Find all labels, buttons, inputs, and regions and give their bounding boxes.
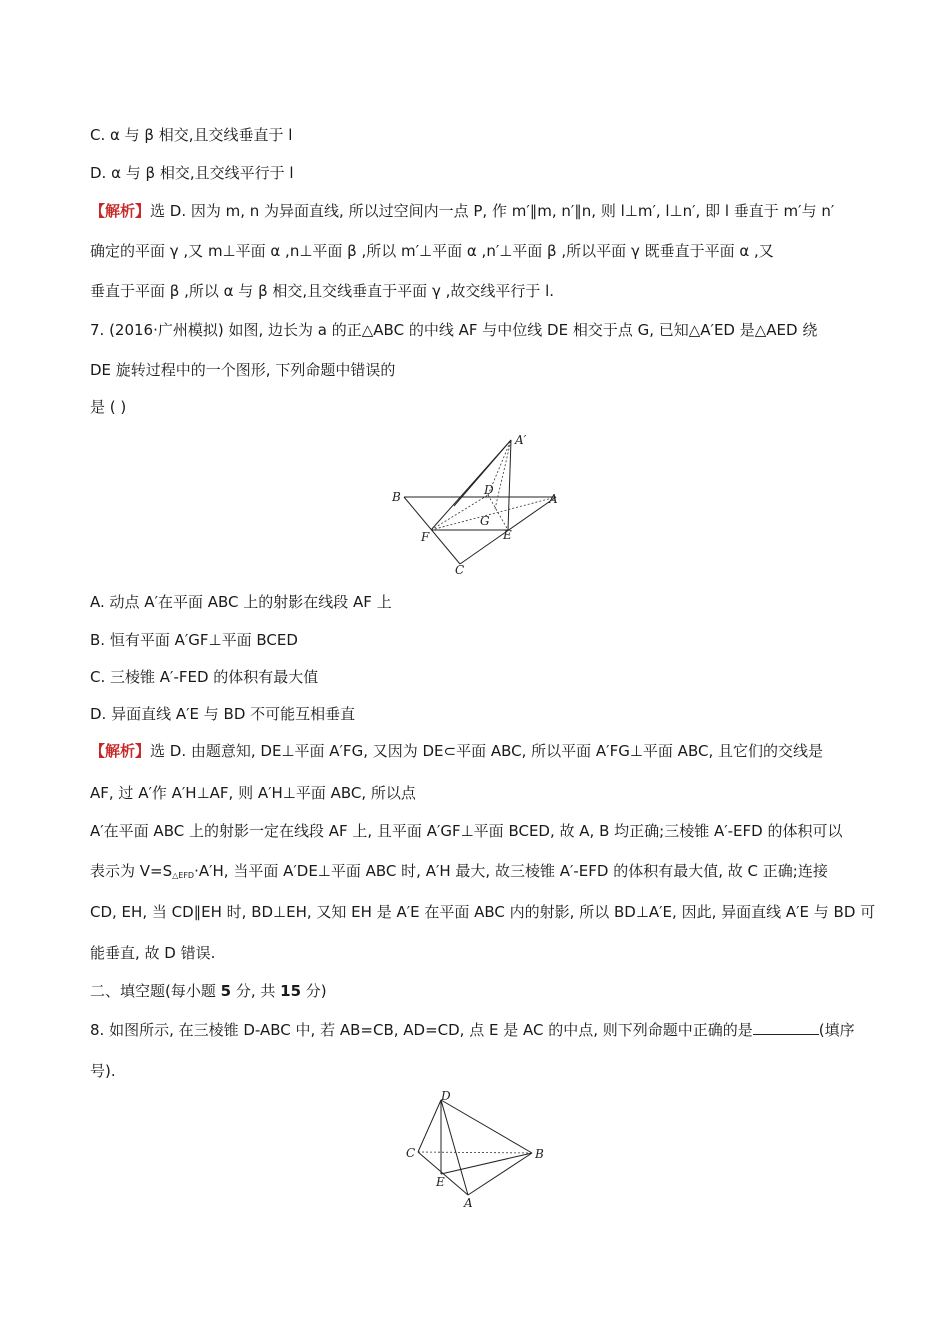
q7-stem-line-1: 7. (2016·广州模拟) 如图, 边长为 a 的正△ABC 的中线 AF 与中位线 DE 相交于点 G, 已知△A′ED 是△AED 绕 (90, 321, 818, 339)
q7-solution-line-5: CD, EH, 当 CD∥EH 时, BD⊥EH, 又知 EH 是 A′E 在平面 ABC 内的射影, 所以 BD⊥A′E, 因此, 异面直线 A′E 与 BD 可 (90, 903, 876, 921)
q7-figure (388, 432, 568, 577)
q6-option-c: C. α 与 β 相交,且交线垂直于 l (90, 126, 293, 144)
label-b: B (392, 490, 401, 504)
line-eap (508, 440, 511, 530)
section-heading-post: 分) (301, 982, 327, 1000)
line-de-dashed (488, 495, 508, 530)
line-fa-dashed (431, 497, 556, 530)
q8-stem-line-2: 号). (90, 1062, 116, 1080)
label-b: B (535, 1147, 544, 1161)
q7-option-b: B. 恒有平面 A′GF⊥平面 BCED (90, 631, 298, 649)
q7-solution-text-4b: ·A′H, 当平面 A′DE⊥平面 ABC 时, A′H 最大, 故三棱锥 A′-EFD 的体积有最大值, 故 C 正确;连接 (194, 862, 828, 880)
label-f: F (421, 530, 430, 544)
label-d: D (441, 1090, 451, 1103)
label-e: E (503, 528, 512, 542)
q8-stem-text-1b: (填序 (818, 1021, 855, 1039)
q7-option-c: C. 三棱锥 A′-FED 的体积有最大值 (90, 668, 319, 686)
label-g: G (480, 514, 490, 528)
q7-solution-text-1: 选 D. 由题意知, DE⊥平面 A′FG, 又因为 DE⊂平面 ABC, 所以平面 A′FG⊥平面 ABC, 且它们的交线是 (150, 742, 823, 760)
line-cb-dashed (418, 1152, 532, 1153)
q7-option-a: A. 动点 A′在平面 ABC 上的射影在线段 AF 上 (90, 593, 392, 611)
label-a-prime: A′ (515, 433, 527, 447)
q6-solution-line-1 (90, 201, 834, 221)
line-dc (418, 1100, 441, 1152)
solution-tag: 【解析】 (90, 202, 151, 220)
label-e: E (436, 1175, 445, 1189)
q8-figure (400, 1090, 550, 1212)
label-c: C (455, 563, 465, 577)
answer-blank[interactable] (753, 1020, 819, 1035)
q6-solution-line-3: 垂直于平面 β ,所以 α 与 β 相交,且交线垂直于平面 γ ,故交线平行于 l. (90, 282, 555, 300)
section-points-each: 5 (220, 982, 232, 1000)
q7-stem-line-3: 是 ( ) (90, 398, 127, 416)
q6-solution-text-1: 选 D. 因为 m, n 为异面直线, 所以过空间内一点 P, 作 m′∥m, n′∥n, 则 l⊥m′, l⊥n′, 即 l 垂直于 m′与 n′ (150, 202, 835, 220)
solution-tag: 【解析】 (90, 742, 151, 760)
line-dap (454, 440, 511, 506)
q7-solution-text-4a: 表示为 V=S (90, 862, 173, 880)
line-ab (468, 1153, 532, 1195)
q7-option-d: D. 异面直线 A′E 与 BD 不可能互相垂直 (90, 705, 356, 723)
label-c: C (406, 1146, 416, 1160)
q7-solution-line-2: AF, 过 A′作 A′H⊥AF, 则 A′H⊥平面 ABC, 所以点 (90, 784, 416, 802)
line-eb (441, 1153, 532, 1174)
q8-stem-text-1: 8. 如图所示, 在三棱锥 D-ABC 中, 若 AB=CB, AD=CD, 点 E 是 AC 的中点, 则下列命题中正确的是 (90, 1021, 753, 1039)
area-subscript: △EFD (172, 871, 195, 880)
line-da (441, 1100, 468, 1195)
q7-solution-line-4 (90, 861, 828, 886)
q6-option-d: D. α 与 β 相交,且交线平行于 l (90, 164, 294, 182)
section-heading (90, 981, 327, 1001)
label-d: D (484, 483, 494, 497)
q8-stem-line-1 (90, 1020, 855, 1040)
q6-solution-line-2: 确定的平面 γ ,又 m⊥平面 α ,n⊥平面 β ,所以 m′⊥平面 α ,n′⊥平面 β ,所以平面 γ 既垂直于平面 α ,又 (90, 242, 774, 260)
label-a: A (464, 1196, 473, 1210)
q7-stem-line-2: DE 旋转过程中的一个图形, 下列命题中错误的 (90, 361, 396, 379)
q7-solution-line-6: 能垂直, 故 D 错误. (90, 944, 216, 962)
q7-solution-line-3: A′在平面 ABC 上的射影一定在线段 AF 上, 且平面 A′GF⊥平面 BCED, 故 A, B 均正确;三棱锥 A′-EFD 的体积可以 (90, 822, 843, 840)
label-a: A (549, 492, 558, 506)
section-points-total: 15 (280, 982, 302, 1000)
q7-solution-line-1 (90, 741, 823, 761)
line-db (441, 1100, 532, 1153)
section-heading-pre: 二、填空题(每小题 (90, 982, 221, 1000)
section-heading-mid: 分, 共 (231, 982, 281, 1000)
